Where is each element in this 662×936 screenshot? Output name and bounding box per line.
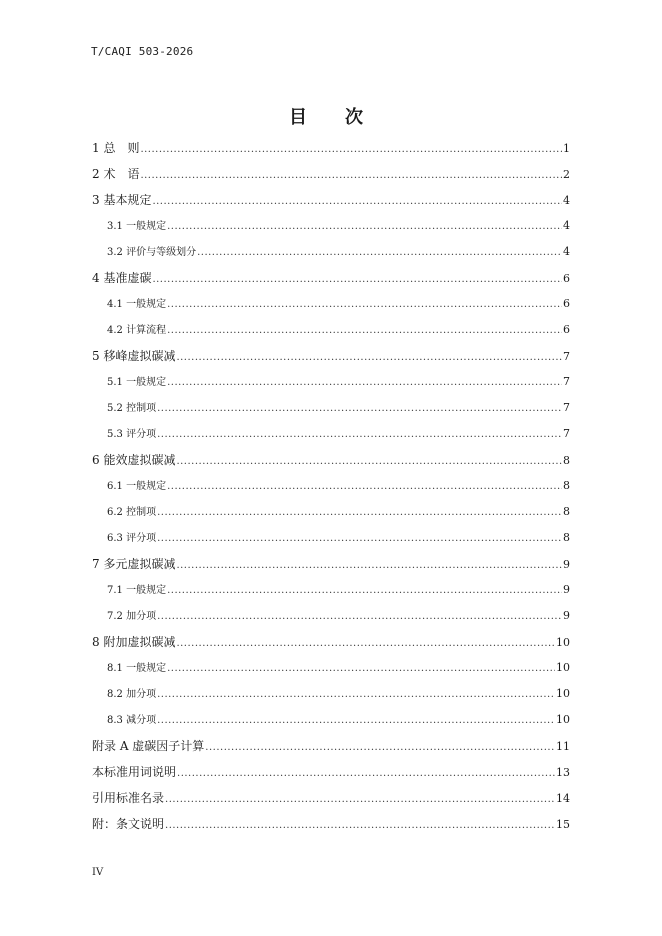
toc-entry-page: 9 xyxy=(563,609,570,622)
toc-entry[interactable] xyxy=(92,577,570,603)
toc-entry-page: 8 xyxy=(563,479,570,492)
toc-entry[interactable] xyxy=(92,603,570,629)
toc-entry-page: 1 xyxy=(563,142,570,155)
toc-entry[interactable] xyxy=(92,681,570,707)
toc-entry[interactable] xyxy=(92,187,570,213)
toc-entry[interactable] xyxy=(92,707,570,733)
toc-entry-label: 本标准用词说明 xyxy=(92,765,177,779)
toc-entry-label: 3.2 评价与等级划分 xyxy=(107,247,197,258)
toc-entry-page: 7 xyxy=(563,350,570,363)
toc-leader-dots xyxy=(157,604,562,629)
toc-entry-page: 6 xyxy=(563,323,570,336)
toc-leader-dots xyxy=(165,787,555,811)
toc-entry-page: 2 xyxy=(563,168,570,181)
toc-leader-dots xyxy=(167,578,562,603)
toc-leader-dots xyxy=(165,813,555,837)
toc-entry-page: 15 xyxy=(556,818,570,831)
toc-entry-page: 13 xyxy=(556,766,570,779)
toc-leader-dots xyxy=(176,449,562,473)
toc-leader-dots xyxy=(176,345,562,369)
toc-entry-page: 10 xyxy=(556,687,570,700)
toc-leader-dots xyxy=(157,396,562,421)
toc-entry[interactable] xyxy=(92,473,570,499)
toc-entry-label: 附：条文说明 xyxy=(92,817,165,831)
toc-leader-dots xyxy=(157,500,562,525)
toc-entry[interactable] xyxy=(92,811,570,837)
toc-entry-label: 5.3 评分项 xyxy=(107,429,157,440)
toc-entry-label: 5.2 控制项 xyxy=(107,403,157,414)
toc-entry-page: 8 xyxy=(563,505,570,518)
toc-entry-label: 5.1 一般规定 xyxy=(107,377,167,388)
toc-leader-dots xyxy=(167,474,562,499)
toc-entry-label: 8.1 一般规定 xyxy=(107,663,167,674)
toc-entry-label: 6.3 评分项 xyxy=(107,533,157,544)
toc-entry[interactable] xyxy=(92,239,570,265)
toc-leader-dots xyxy=(157,422,562,447)
toc-leader-dots xyxy=(167,214,562,239)
toc-entry-page: 8 xyxy=(563,531,570,544)
toc-entry-label: 3.1 一般规定 xyxy=(107,221,167,232)
toc-entry[interactable] xyxy=(92,213,570,239)
toc-entry[interactable] xyxy=(92,785,570,811)
toc-leader-dots xyxy=(167,656,555,681)
toc-leader-dots xyxy=(176,631,555,655)
toc-entry-label: 1 总 则 xyxy=(92,141,140,155)
toc-entry-label: 6 能效虚拟碳减 xyxy=(92,453,176,467)
page-number: IV xyxy=(92,867,104,878)
toc-entry[interactable] xyxy=(92,629,570,655)
toc-leader-dots xyxy=(197,240,562,265)
toc-entry[interactable] xyxy=(92,317,570,343)
toc-entry-page: 7 xyxy=(563,401,570,414)
toc-leader-dots xyxy=(140,137,562,161)
toc-entry-label: 4.2 计算流程 xyxy=(107,325,167,336)
toc-entry-label: 附录 A 虚碳因子计算 xyxy=(92,739,205,753)
toc-entry[interactable] xyxy=(92,499,570,525)
toc-leader-dots xyxy=(167,318,562,343)
toc-entry-page: 10 xyxy=(556,636,570,649)
toc-entry-page: 11 xyxy=(556,740,570,753)
toc-leader-dots xyxy=(157,682,555,707)
toc-entry[interactable] xyxy=(92,551,570,577)
toc-entry-label: 8.2 加分项 xyxy=(107,689,157,700)
toc-leader-dots xyxy=(205,735,555,759)
toc-leader-dots xyxy=(157,526,562,551)
toc-entry-label: 8.3 减分项 xyxy=(107,715,157,726)
toc-entry[interactable] xyxy=(92,447,570,473)
toc-entry-page: 6 xyxy=(563,297,570,310)
toc-entry-label: 4 基准虚碳 xyxy=(92,271,152,285)
toc-entry-label: 3 基本规定 xyxy=(92,193,152,207)
toc-entry-page: 14 xyxy=(556,792,570,805)
toc-leader-dots xyxy=(152,189,562,213)
toc-entry[interactable] xyxy=(92,525,570,551)
toc-entry-page: 7 xyxy=(563,375,570,388)
toc-entry[interactable] xyxy=(92,135,570,161)
toc-entry[interactable] xyxy=(92,655,570,681)
toc-entry-page: 9 xyxy=(563,583,570,596)
toc-entry-page: 8 xyxy=(563,454,570,467)
toc-entry-label: 引用标准名录 xyxy=(92,791,165,805)
toc-title: 目 次 xyxy=(289,107,373,128)
table-of-contents xyxy=(92,135,570,837)
toc-leader-dots xyxy=(152,267,562,291)
toc-entry-page: 10 xyxy=(556,661,570,674)
toc-entry-label: 2 术 语 xyxy=(92,167,140,181)
toc-entry-label: 6.1 一般规定 xyxy=(107,481,167,492)
toc-entry[interactable] xyxy=(92,161,570,187)
toc-entry-label: 6.2 控制项 xyxy=(107,507,157,518)
toc-entry-page: 4 xyxy=(563,219,570,232)
toc-entry-page: 4 xyxy=(563,194,570,207)
toc-entry[interactable] xyxy=(92,265,570,291)
toc-leader-dots xyxy=(177,761,555,785)
toc-leader-dots xyxy=(140,163,562,187)
toc-entry-label: 7.1 一般规定 xyxy=(107,585,167,596)
toc-entry-label: 7.2 加分项 xyxy=(107,611,157,622)
toc-entry-page: 4 xyxy=(563,245,570,258)
toc-entry[interactable] xyxy=(92,291,570,317)
toc-entry[interactable] xyxy=(92,369,570,395)
toc-entry-page: 6 xyxy=(563,272,570,285)
toc-entry[interactable] xyxy=(92,343,570,369)
toc-entry[interactable] xyxy=(92,395,570,421)
toc-entry-label: 4.1 一般规定 xyxy=(107,299,167,310)
toc-leader-dots xyxy=(167,292,562,317)
toc-entry-page: 9 xyxy=(563,558,570,571)
document-id: T/CAQI 503-2026 xyxy=(91,45,194,58)
toc-leader-dots xyxy=(157,708,555,733)
toc-entry-page: 10 xyxy=(556,713,570,726)
toc-leader-dots xyxy=(167,370,562,395)
toc-entry-page: 7 xyxy=(563,427,570,440)
toc-entry[interactable] xyxy=(92,733,570,759)
toc-entry[interactable] xyxy=(92,759,570,785)
toc-entry-label: 5 移峰虚拟碳减 xyxy=(92,349,176,363)
toc-entry[interactable] xyxy=(92,421,570,447)
toc-entry-label: 7 多元虚拟碳减 xyxy=(92,557,176,571)
toc-entry-label: 8 附加虚拟碳减 xyxy=(92,635,176,649)
toc-leader-dots xyxy=(176,553,562,577)
